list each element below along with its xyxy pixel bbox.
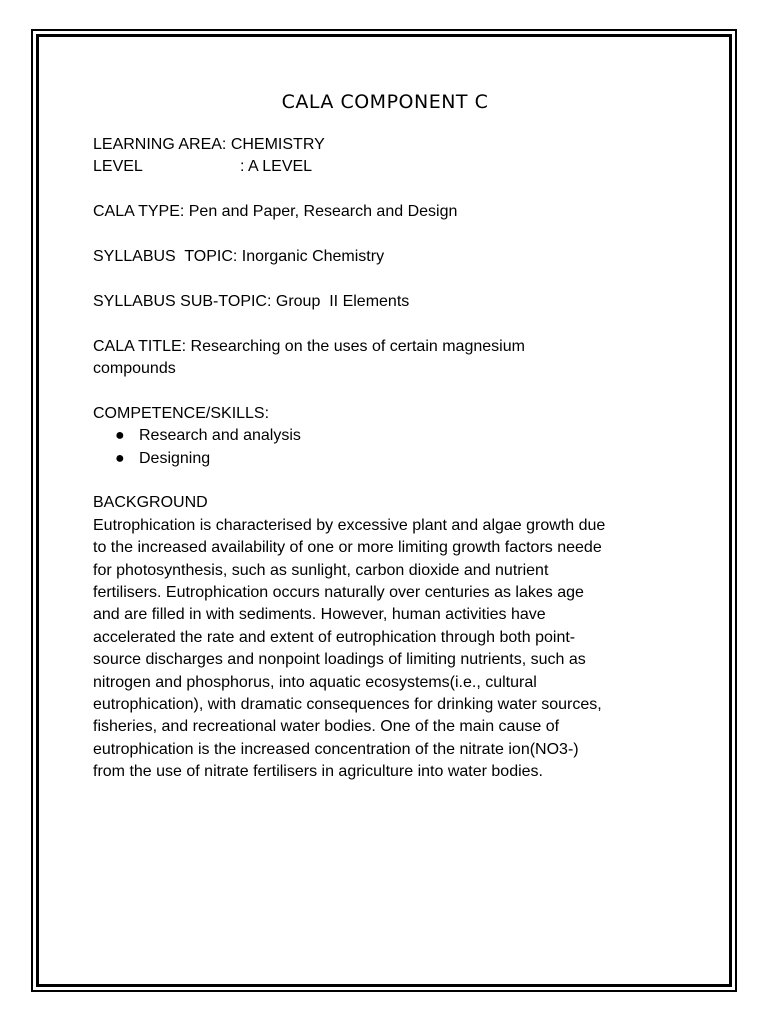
syllabus-sub-topic: SYLLABUS SUB-TOPIC: Group II Elements <box>93 292 410 310</box>
paragraph-line: to the increased availability of one or more limiting growth factors neede <box>93 539 602 557</box>
skill-label: Designing <box>139 449 211 467</box>
cala-title-line-1: CALA TITLE: Researching on the uses of certain magnesium <box>93 337 525 355</box>
spacer <box>93 470 693 492</box>
background-heading: BACKGROUND <box>93 494 208 512</box>
skills-list <box>93 425 693 470</box>
skill-label: Research and analysis <box>139 427 301 445</box>
paragraph-line: fertilisers. Eutrophication occurs naturally over centuries as lakes age <box>93 584 584 602</box>
document-content <box>93 90 693 784</box>
level-row <box>93 156 693 178</box>
paragraph-line: source discharges and nonpoint loadings of limiting nutrients, such as <box>93 651 586 669</box>
paragraph-line: for photosynthesis, such as sunlight, carbon dioxide and nutrient <box>93 561 549 579</box>
spacer <box>93 380 693 402</box>
bullet-icon: ● <box>115 427 125 445</box>
paragraph-line: eutrophication is the increased concentration of the nitrate ion(NO3-) <box>93 740 579 758</box>
cala-type: CALA TYPE: Pen and Paper, Research and Design <box>93 203 458 221</box>
paragraph-line: and are filled in with sediments. However, human activities have <box>93 606 546 624</box>
paragraph-line: Eutrophication is characterised by excessive plant and algae growth due <box>93 516 606 534</box>
spacer <box>93 268 693 290</box>
page-title: CALA COMPONENT C <box>281 91 489 113</box>
background-paragraph <box>93 515 683 784</box>
syllabus-topic: SYLLABUS TOPIC: Inorganic Chemistry <box>93 248 385 265</box>
bullet-icon: ● <box>115 449 125 467</box>
level-label: LEVEL <box>93 158 143 176</box>
cala-title-line-2: compounds <box>93 360 176 377</box>
paragraph-line: nitrogen and phosphorus, into aquatic ecosystems(i.e., cultural <box>93 673 537 691</box>
list-item <box>93 425 693 447</box>
learning-area: LEARNING AREA: CHEMISTRY <box>93 136 325 153</box>
paragraph-line: accelerated the rate and extent of eutrophication through both point- <box>93 628 576 646</box>
competence-heading: COMPETENCE/SKILLS: <box>93 404 270 422</box>
spacer <box>93 179 693 201</box>
paragraph-line: from the use of nitrate fertilisers in agriculture into water bodies. <box>93 763 543 781</box>
spacer <box>93 224 693 246</box>
spacer <box>93 313 693 335</box>
paragraph-line: fisheries, and recreational water bodies. One of the main cause of <box>93 718 560 736</box>
level-value: : A LEVEL <box>240 158 313 176</box>
list-item <box>93 448 693 470</box>
paragraph-line: eutrophication), with dramatic consequences for drinking water sources, <box>93 696 602 714</box>
